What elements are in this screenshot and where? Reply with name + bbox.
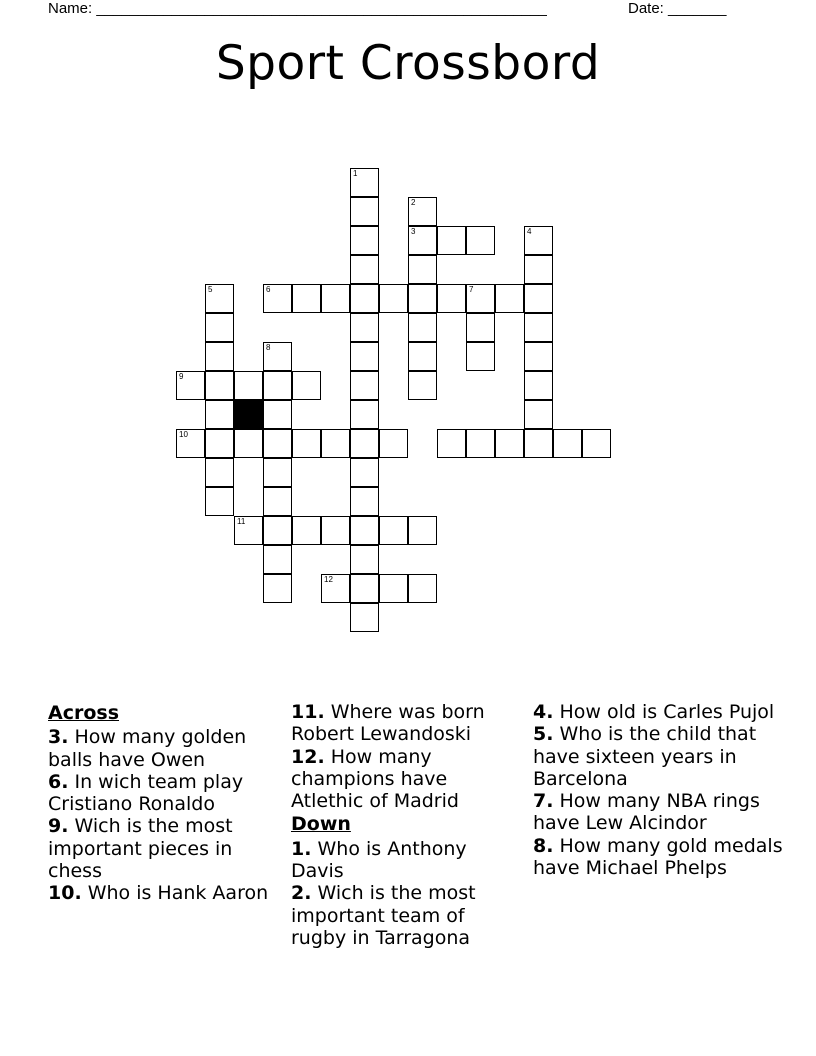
crossword-cell[interactable] [350, 168, 379, 197]
across-heading: Across [48, 702, 120, 724]
clue-number: 9. [48, 815, 69, 838]
crossword-cell[interactable] [234, 429, 263, 458]
crossword-cell[interactable] [466, 313, 495, 342]
clue-number: 4. [533, 701, 554, 723]
date-field-label: Date: _______ [628, 0, 727, 17]
crossword-cell[interactable] [234, 371, 263, 400]
crossword-cell[interactable] [263, 400, 292, 429]
crossword-cell[interactable] [408, 516, 437, 545]
clue-text: How old is Carles Pujol [553, 701, 775, 723]
crossword-cell[interactable] [582, 429, 611, 458]
crossword-cell[interactable] [292, 284, 321, 313]
crossword-cell[interactable] [205, 342, 234, 371]
crossword-cell[interactable] [350, 545, 379, 574]
clue-number: 5 [208, 285, 213, 294]
crossword-cell[interactable] [205, 487, 234, 516]
clue-item [48, 815, 278, 882]
clue-item [533, 723, 783, 790]
crossword-cell[interactable] [408, 197, 437, 226]
clue-text: How many champions have Atlethic of Madrid [291, 745, 459, 813]
down-clue-list [291, 838, 521, 949]
clue-text: How many NBA rings have Lew Alcindor [533, 790, 760, 835]
crossword-cell[interactable] [350, 574, 379, 603]
crossword-cell[interactable] [292, 429, 321, 458]
crossword-cell[interactable] [524, 400, 553, 429]
crossword-cell[interactable] [408, 255, 437, 284]
clue-text: Who is Anthony Davis [291, 837, 467, 883]
clue-number: 4 [527, 227, 532, 236]
clue-number: 2. [291, 882, 312, 905]
clue-number: 3 [411, 227, 416, 236]
clues-column-3 [533, 701, 783, 879]
crossword-cell[interactable] [466, 429, 495, 458]
clue-number: 11 [237, 517, 246, 526]
clue-number: 7 [469, 285, 474, 294]
clue-number: 8 [266, 343, 271, 352]
crossword-cell[interactable] [350, 458, 379, 487]
crossword-cell[interactable] [263, 371, 292, 400]
crossword-cell[interactable] [524, 284, 553, 313]
crossword-cell[interactable] [350, 400, 379, 429]
clue-text: Wich is the most important pieces in chess [48, 815, 233, 883]
crossword-cell[interactable] [524, 371, 553, 400]
crossword-cell[interactable] [321, 429, 350, 458]
clue-item [291, 882, 521, 949]
clue-number: 6. [48, 770, 69, 793]
clue-item [533, 835, 783, 880]
crossword-cell[interactable] [350, 284, 379, 313]
clue-item [48, 726, 278, 771]
crossword-cell[interactable] [350, 371, 379, 400]
clue-number: 1 [353, 169, 358, 178]
clue-text: In wich team play Cristiano Ronaldo [48, 770, 244, 816]
down-heading: Down [291, 813, 351, 836]
crossword-cell[interactable] [350, 313, 379, 342]
crossword-cell[interactable] [321, 574, 350, 603]
across-clue-list-continued [291, 701, 521, 812]
crossword-cell[interactable] [350, 226, 379, 255]
crossword-cell[interactable] [234, 516, 263, 545]
crossword-cell[interactable] [466, 284, 495, 313]
clue-item [48, 771, 278, 816]
crossword-cell[interactable] [263, 487, 292, 516]
clue-item [291, 701, 521, 746]
clue-text: How many gold medals have Michael Phelps [533, 834, 783, 880]
clue-number: 5. [533, 723, 554, 746]
crossword-cell[interactable] [350, 603, 379, 632]
crossword-cell[interactable] [466, 342, 495, 371]
clue-item [533, 701, 783, 723]
clue-item [533, 790, 783, 835]
clue-number: 9 [179, 372, 184, 381]
page-title: Sport Crossbord [215, 36, 601, 91]
crossword-cell[interactable] [292, 516, 321, 545]
crossword-cell[interactable] [205, 284, 234, 313]
name-field-label: Name: ______________________________________________________ [48, 0, 547, 17]
crossword-cell[interactable] [466, 226, 495, 255]
crossword-cell[interactable] [321, 284, 350, 313]
clue-text: Who is Hank Aaron [81, 882, 269, 905]
crossword-cell[interactable] [263, 545, 292, 574]
clue-number: 7. [533, 790, 554, 813]
crossword-cell[interactable] [408, 574, 437, 603]
crossword-cell[interactable] [524, 342, 553, 371]
crossword-cell[interactable] [321, 516, 350, 545]
crossword-cell[interactable] [263, 574, 292, 603]
clue-number: 1. [291, 837, 312, 860]
clue-text: Wich is the most important team of rugby in Tarragona [291, 882, 476, 949]
crossword-cell[interactable] [408, 371, 437, 400]
crossword-cell[interactable] [176, 429, 205, 458]
crossword-cell[interactable] [437, 429, 466, 458]
crossword-cell[interactable] [495, 429, 524, 458]
clue-item [291, 746, 521, 813]
crossword-cell[interactable] [524, 429, 553, 458]
clue-number: 2 [411, 198, 416, 207]
clue-item [291, 838, 521, 883]
crossword-cell[interactable] [205, 371, 234, 400]
crossword-cell[interactable] [350, 429, 379, 458]
crossword-cell[interactable] [263, 516, 292, 545]
clue-number: 12 [324, 575, 333, 584]
down-clue-list-continued [533, 701, 783, 879]
clues-column-1 [48, 701, 278, 905]
across-clue-list [48, 726, 278, 904]
clue-number: 6 [266, 285, 271, 294]
clue-number: 3. [48, 726, 69, 749]
crossword-cell[interactable] [379, 429, 408, 458]
crossword-cell[interactable] [379, 574, 408, 603]
clue-number: 10 [179, 430, 188, 439]
clue-item [48, 882, 278, 904]
crossword-cell[interactable] [524, 313, 553, 342]
crossword-cell[interactable] [408, 313, 437, 342]
crossword-cell[interactable] [379, 284, 408, 313]
crossword-cell[interactable] [205, 429, 234, 458]
crossword-cell[interactable] [263, 458, 292, 487]
crossword-cell[interactable] [263, 342, 292, 371]
crossword-cell[interactable] [350, 255, 379, 284]
crossword-cell[interactable] [350, 516, 379, 545]
crossword-cell[interactable] [437, 226, 466, 255]
black-square [234, 400, 263, 429]
crossword-cell[interactable] [205, 313, 234, 342]
clue-number: 8. [533, 834, 554, 857]
clue-text: How many golden balls have Owen [48, 726, 247, 771]
crossword-cell[interactable] [292, 371, 321, 400]
crossword-cell[interactable] [350, 197, 379, 226]
clues-column-2 [291, 701, 521, 949]
clue-number: 11. [291, 701, 325, 723]
crossword-cell[interactable] [408, 342, 437, 371]
clue-number: 10. [48, 882, 82, 905]
crossword-cell[interactable] [350, 342, 379, 371]
crossword-cell[interactable] [263, 284, 292, 313]
crossword-cell[interactable] [205, 458, 234, 487]
crossword-cell[interactable] [553, 429, 582, 458]
clue-text: Who is the child that have sixteen years in Barcelona [533, 723, 757, 790]
crossword-cell[interactable] [205, 400, 234, 429]
crossword-cell[interactable] [524, 226, 553, 255]
crossword-cell[interactable] [408, 284, 437, 313]
crossword-cell[interactable] [350, 487, 379, 516]
crossword-cell[interactable] [408, 226, 437, 255]
crossword-cell[interactable] [379, 516, 408, 545]
crossword-cell[interactable] [176, 371, 205, 400]
crossword-cell[interactable] [524, 255, 553, 284]
clue-text: Where was born Robert Lewandoski [291, 701, 485, 746]
clue-number: 12. [291, 745, 325, 768]
crossword-cell[interactable] [263, 429, 292, 458]
crossword-cell[interactable] [495, 284, 524, 313]
crossword-cell[interactable] [437, 284, 466, 313]
